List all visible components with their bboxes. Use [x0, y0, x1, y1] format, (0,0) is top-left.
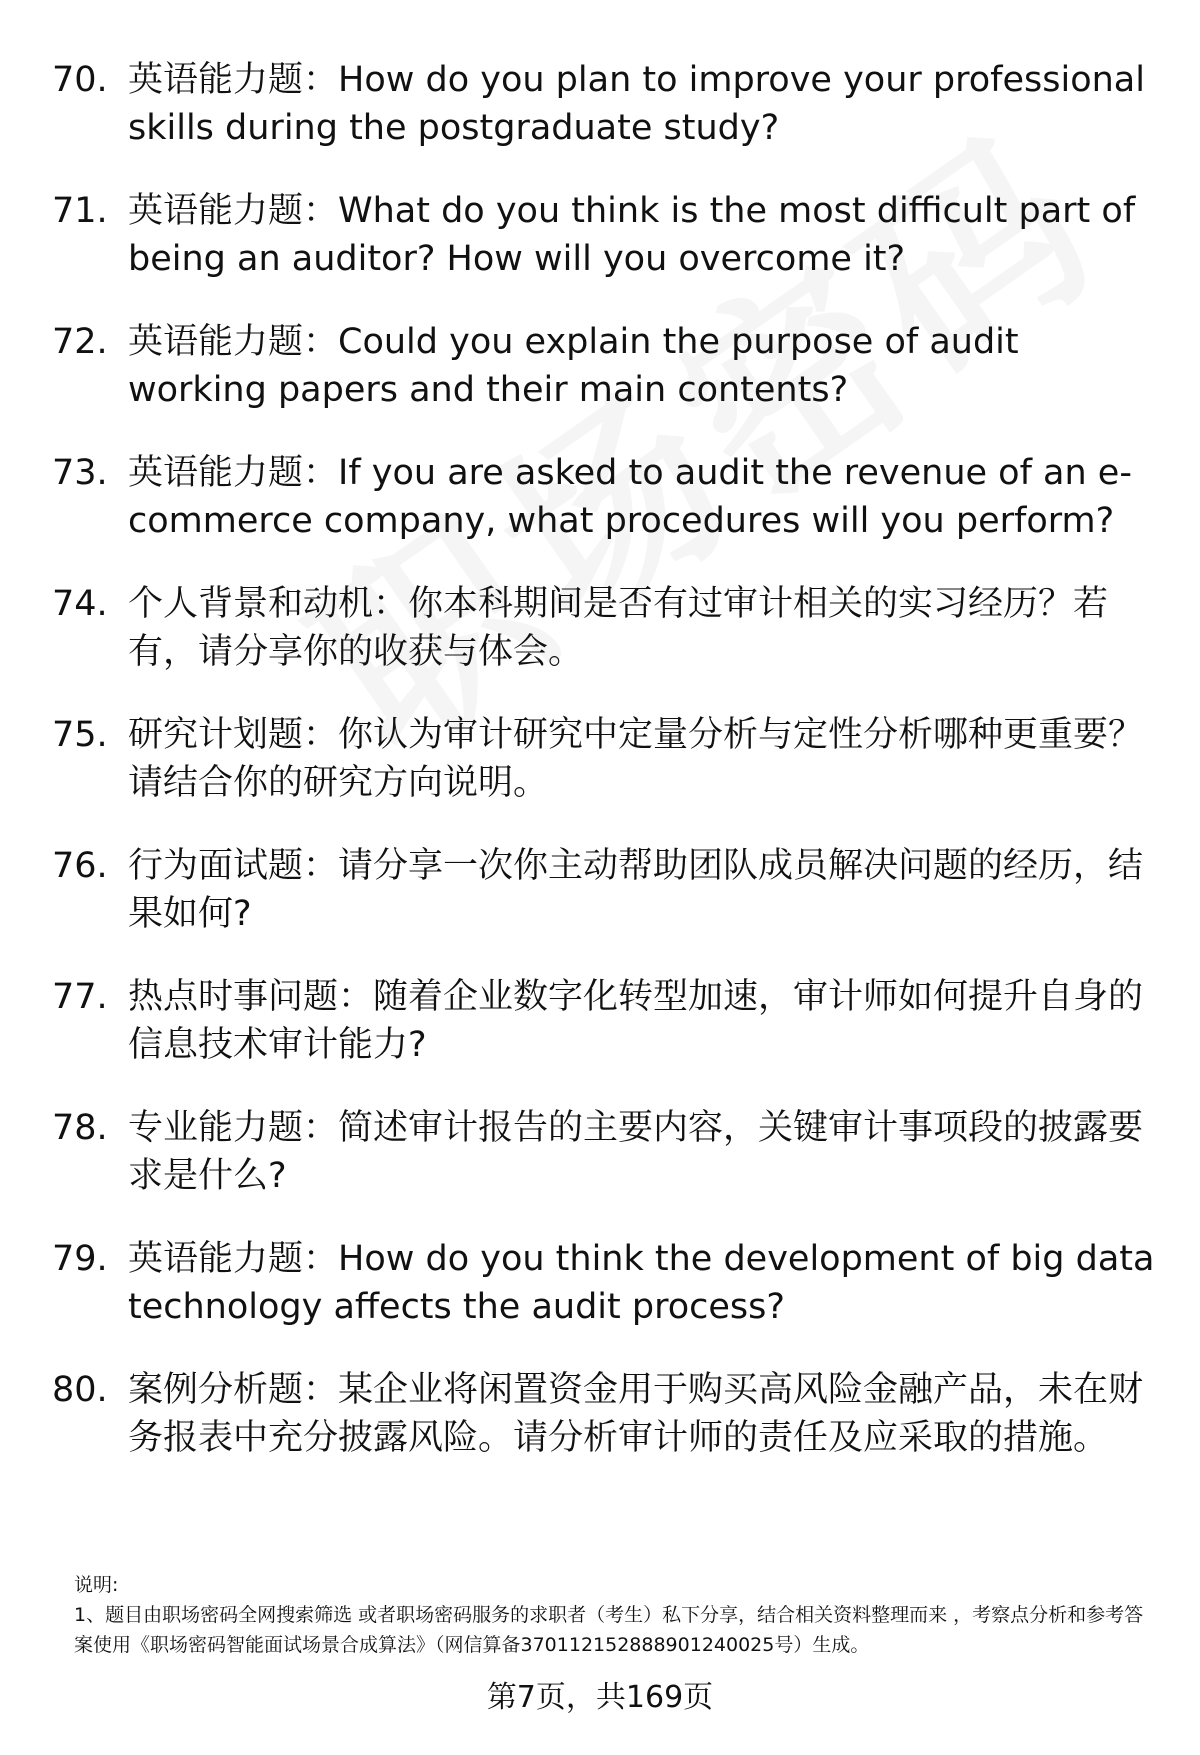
question-text: 英语能力题：What do you think is the most difficult part of being an auditor? How will you overcome it?	[128, 191, 1136, 279]
question-text: 专业能力题：简述审计报告的主要内容，关键审计事项段的披露要求是什么?	[128, 1108, 1144, 1196]
question-number: 74.	[52, 584, 108, 624]
question-item	[52, 1235, 1162, 1331]
question-text: 行为面试题：请分享一次你主动帮助团队成员解决问题的经历，结果如何?	[128, 846, 1144, 934]
page-number: 第7页，共169页	[486, 1680, 714, 1715]
question-text: 英语能力题：If you are asked to audit the revenue of an e-commerce company, what procedures will you perform?	[128, 453, 1132, 541]
question-text: 英语能力题：Could you explain the purpose of audit working papers and their main contents?	[128, 322, 1019, 410]
question-list	[52, 56, 1162, 1497]
question-number: 73.	[52, 453, 108, 493]
question-item	[52, 318, 1162, 414]
question-text: 研究计划题：你认为审计研究中定量分析与定性分析哪种更重要？请结合你的研究方向说明。	[128, 715, 1144, 803]
question-number: 72.	[52, 322, 108, 362]
question-number: 75.	[52, 715, 108, 755]
notes-section	[74, 1570, 1154, 1660]
question-item	[52, 711, 1162, 807]
question-number: 71.	[52, 191, 108, 231]
question-item	[52, 187, 1162, 283]
notes-heading: 说明:	[74, 1574, 119, 1596]
question-text: 英语能力题：How do you plan to improve your professional skills during the postgraduate study?	[128, 60, 1145, 148]
notes-body: 1、题目由职场密码全网搜索筛选 或者职场密码服务的求职者（考生）私下分享，结合相关资料整理而来 ，考察点分析和参考答案使用《职场密码智能面试场景合成算法》（网信算备370112152888901240025号）生成。	[74, 1604, 1144, 1656]
question-item	[52, 1366, 1162, 1462]
question-number: 80.	[52, 1370, 108, 1410]
question-item	[52, 449, 1162, 545]
question-text: 案例分析题：某企业将闲置资金用于购买高风险金融产品，未在财务报表中充分披露风险。请分析审计师的责任及应采取的措施。	[128, 1370, 1144, 1458]
question-text: 个人背景和动机：你本科期间是否有过审计相关的实习经历？若有，请分享你的收获与体会。	[128, 584, 1109, 672]
question-number: 76.	[52, 846, 108, 886]
question-number: 70.	[52, 60, 108, 100]
question-item	[52, 842, 1162, 938]
question-item	[52, 1104, 1162, 1200]
question-text: 热点时事问题：随着企业数字化转型加速，审计师如何提升自身的信息技术审计能力?	[128, 977, 1144, 1065]
question-item	[52, 56, 1162, 152]
question-item	[52, 580, 1162, 676]
question-item	[52, 973, 1162, 1069]
question-number: 78.	[52, 1108, 108, 1148]
question-number: 79.	[52, 1239, 108, 1279]
question-number: 77.	[52, 977, 108, 1017]
question-text: 英语能力题：How do you think the development of big data technology affects the audit process?	[128, 1239, 1155, 1327]
